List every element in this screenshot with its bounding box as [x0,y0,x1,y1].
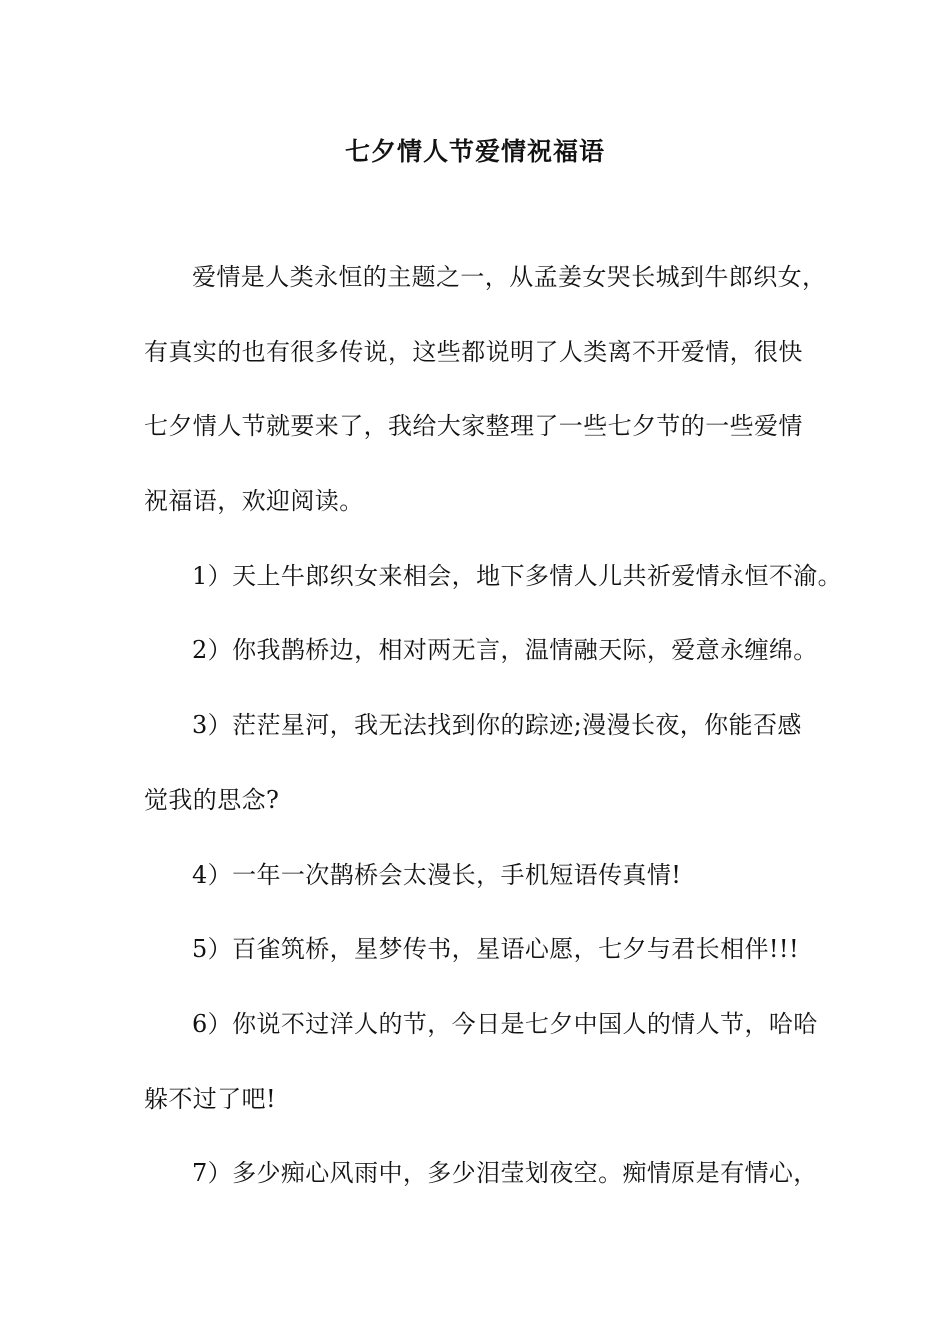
document-title: 七夕情人节爱情祝福语 [344,137,605,166]
list-item-7: 7）多少痴心风雨中，多少泪莹划夜空。痴情原是有情心， [192,1159,818,1187]
list-item-3-continuation: 觉我的思念? [144,786,280,814]
list-item-6: 6）你说不过洋人的节，今日是七夕中国人的情人节，哈哈 [192,1010,818,1038]
paragraph-line: 爱情是人类永恒的主题之一，从孟姜女哭长城到牛郎织女， [192,263,827,291]
list-item-1: 1）天上牛郎织女来相会，地下多情人儿共祈爱情永恒不渝。 [192,562,843,590]
list-item-5: 5）百雀筑桥，星梦传书，星语心愿，七夕与君长相伴!!! [192,935,800,963]
list-item-2: 2）你我鹊桥边，相对两无言，温情融天际，爱意永缠绵。 [192,636,818,664]
list-item-4: 4）一年一次鹊桥会太漫长，手机短语传真情! [192,861,682,889]
list-item-6-continuation: 躲不过了吧! [144,1085,277,1113]
list-item-3: 3）茫茫星河，我无法找到你的踪迹;漫漫长夜，你能否感 [192,711,802,739]
paragraph-line: 有真实的也有很多传说，这些都说明了人类离不开爱情，很快 [144,338,803,366]
paragraph-line: 祝福语，欢迎阅读。 [144,487,364,515]
paragraph-line: 七夕情人节就要来了，我给大家整理了一些七夕节的一些爱情 [144,412,803,440]
